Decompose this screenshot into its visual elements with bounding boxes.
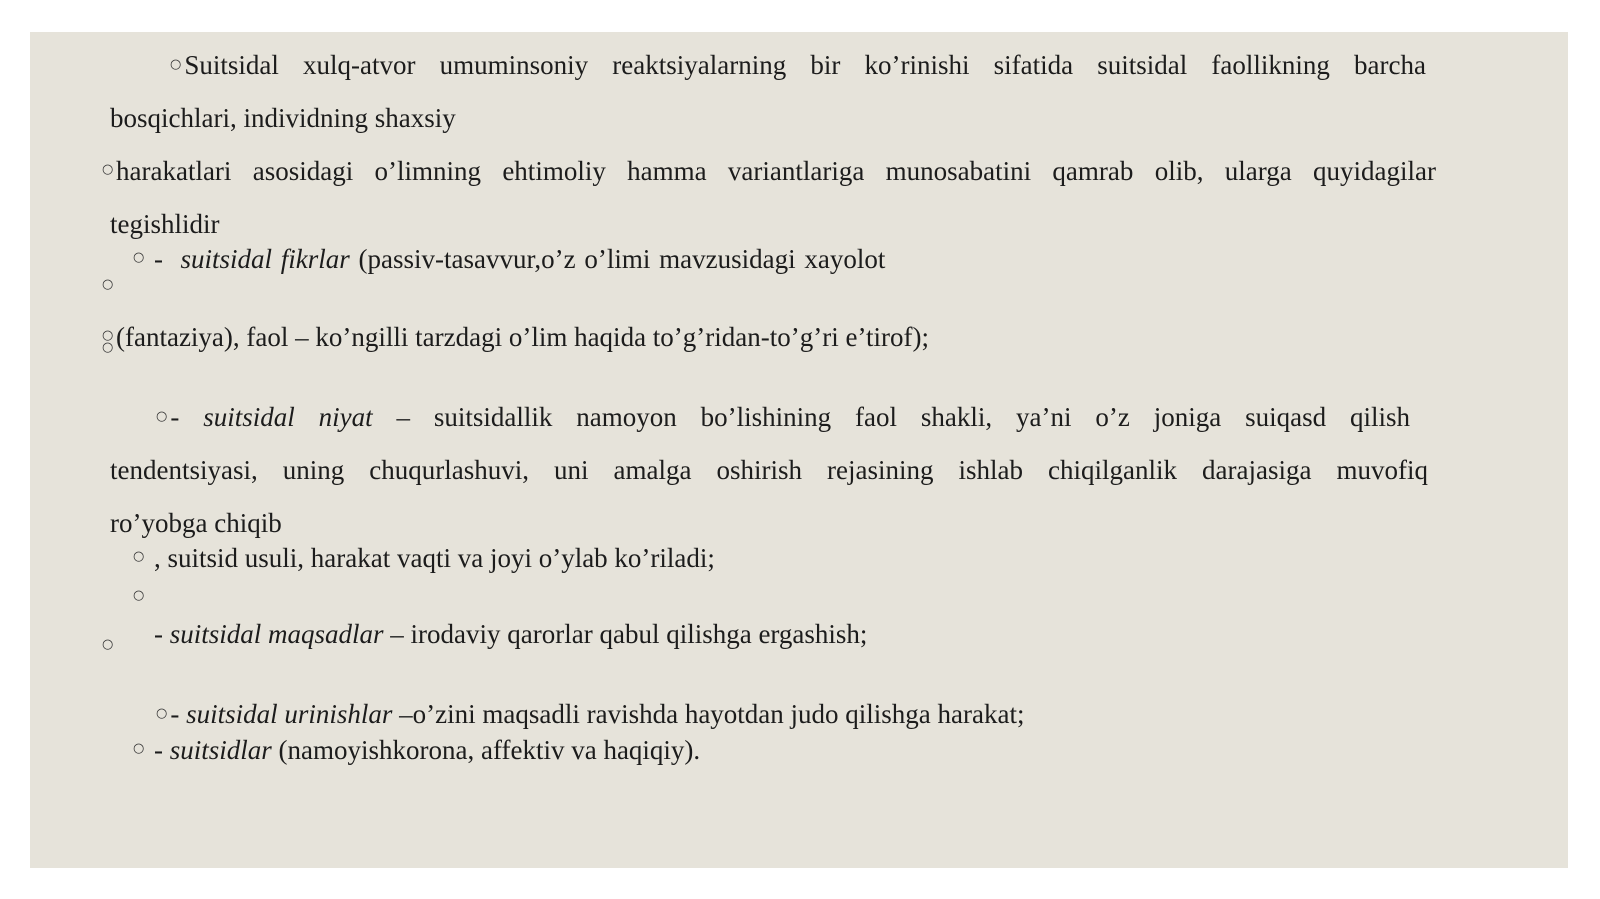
bullet-icon: ○ [156,409,168,424]
para-2-line-1: harakatlari asosidagi o’limning ehtimoliy hamma variantlariga munosabatini qamrab olib, ularga quyidagilar [116,156,1436,186]
para-4: (fantaziya), faol – ko’ngilli tarzdagi o’lim haqida to’g’ridan-to’g’ri e’tirof); [116,322,929,352]
para-6: , suitsid usuli, harakat vaqti va joyi o’ylab ko’riladi; [154,543,715,573]
bullet-icon: ○ [102,277,114,292]
bullet-icon: ○ [102,340,114,355]
bullet-icon: ○ [133,588,145,603]
bullet-icon: ○ [102,328,114,343]
bullet-icon: ○ [102,637,114,652]
para-8: ○ - suitsidal urinishlar –o’zini maqsadli ravishda hayotdan judo qilishga harakat; [156,699,1025,729]
term-suitsidal-maqsadlar: suitsidal maqsadlar [169,619,384,649]
bullet-icon: ○ [170,57,182,72]
bullet-icon: ○ [102,162,114,177]
para-5-line-2: tendentsiyasi, uning chuqurlashuvi, uni amalga oshirish rejasining ishlab chiqilganlik darajasiga muvofiq [110,455,1428,485]
bullet-icon: ○ [133,741,145,756]
bullet-icon: ○ [156,706,168,721]
para-3: - suitsidal fikrlar (passiv-tasavvur,o’z o’limi mavzusidagi xayolot [154,244,886,274]
bullet-icon: ○ [133,549,145,564]
para-7: - suitsidal maqsadlar – irodaviy qarorlar qabul qilishga ergashish; [154,619,868,649]
para-1-line-2: bosqichlari, individning shaxsiy [110,103,456,133]
para-9: - suitsidlar (namoyishkorona, affektiv va haqiqiy). [154,735,701,765]
term-suitsidal-niyat: suitsidal niyat [203,402,373,432]
para-5-line-3: ro’yobga chiqib [110,508,282,538]
term-suitsidal-fikrlar: suitsidal fikrlar [180,244,350,274]
bullet-icon: ○ [133,250,145,265]
term-suitsidal-urinishlar: suitsidal urinishlar [186,699,393,729]
para-2-line-2: tegishlidir [110,209,220,239]
slide-content [30,32,1568,868]
term-suitsidlar: suitsidlar [169,735,272,765]
para-5-line-1: ○ - suitsidal niyat – suitsidallik namoyon bo’lishining faol shakli, ya’ni o’z joniga suiqasd qilish [156,402,1410,432]
para-1-line-1: ○ Suitsidal xulq-atvor umuminsoniy reaktsiyalarning bir ko’rinishi sifatida suitsidal faollikning barcha [170,50,1426,80]
